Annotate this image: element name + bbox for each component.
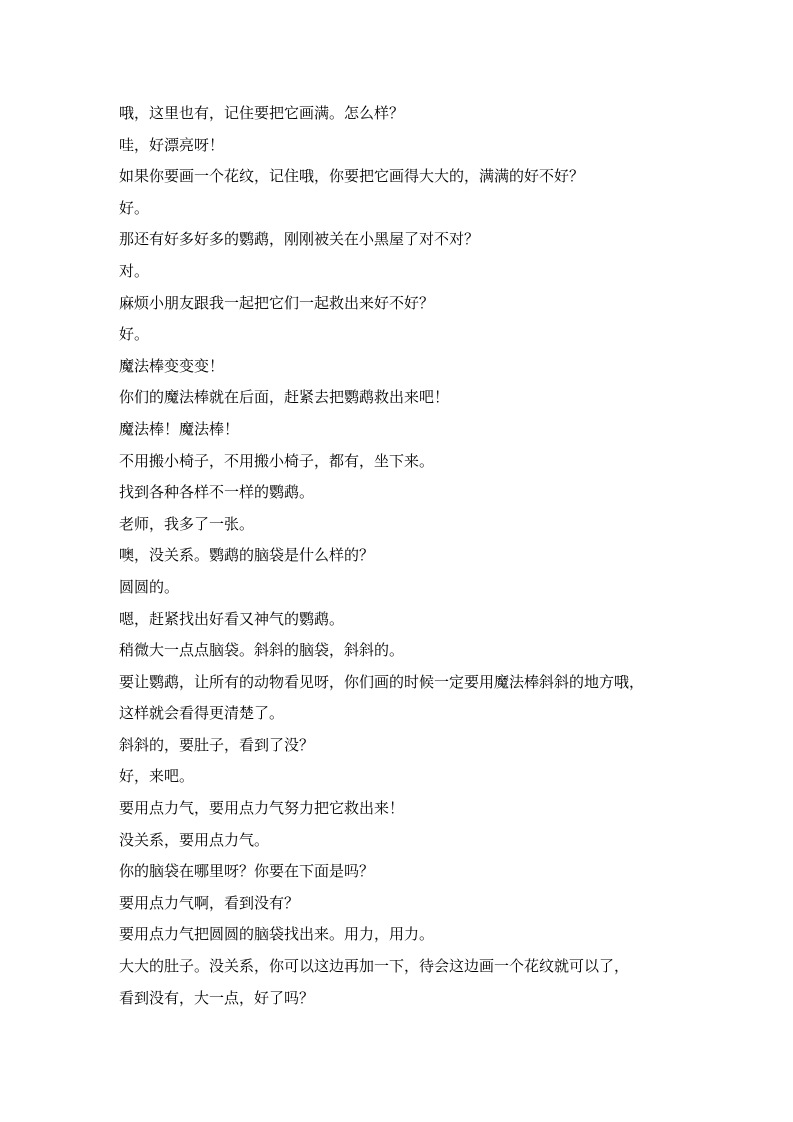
transcript-line: 对。 (119, 261, 150, 280)
transcript-line: 看到没有，大一点，好了吗？ (119, 988, 315, 1007)
transcript-line: 魔法棒！魔法棒！ (119, 419, 240, 438)
transcript-line: 哦，这里也有，记住要把它画满。怎么样？ (119, 104, 405, 122)
transcript-line: 好。 (119, 325, 150, 344)
transcript-line: 好，来吧。 (119, 767, 195, 786)
transcript-line: 找到各种各样不一样的鹦鹉。 (119, 483, 315, 502)
transcript-line: 不用搬小椅子，不用搬小椅子，都有，坐下来。 (119, 451, 435, 470)
transcript-line: 你们的魔法棒就在后面，赶紧去把鹦鹉救出来吧！ (119, 388, 450, 407)
transcript-line: 如果你要画一个花纹，记住哦，你要把它画得大大的，满满的好不好？ (119, 167, 585, 186)
transcript-line: 老师，我多了一张。 (119, 514, 255, 533)
transcript-line: 哇，好漂亮呀！ (119, 135, 225, 154)
transcript-line: 大大的肚子。没关系，你可以这边再加一下，待会这边画一个花纹就可以了， (119, 957, 630, 976)
transcript-line: 斜斜的，要肚子，看到了没？ (119, 735, 315, 754)
transcript-line: 要让鹦鹉，让所有的动物看见呀，你们画的时候一定要用魔法棒斜斜的地方哦， (119, 672, 645, 691)
transcript-line: 这样就会看得更清楚了。 (119, 704, 285, 723)
transcript-line: 嗯，赶紧找出好看又神气的鹦鹉。 (119, 609, 345, 628)
transcript-line: 稍微大一点点脑袋。斜斜的脑袋，斜斜的。 (119, 641, 405, 660)
transcript-lines (119, 98, 679, 1014)
transcript-line: 那还有好多好多的鹦鹉，刚刚被关在小黑屋了对不对？ (119, 230, 480, 249)
transcript-line: 要用点力气啊，看到没有？ (119, 893, 300, 912)
transcript-line: 麻烦小朋友跟我一起把它们一起救出来好不好？ (119, 293, 435, 312)
transcript-line: 没关系，要用点力气。 (119, 830, 270, 849)
transcript-line: 好。 (119, 198, 150, 217)
transcript-line: 圆圆的。 (119, 577, 180, 596)
transcript-line: 魔法棒变变变！ (119, 356, 225, 375)
transcript-line: 要用点力气，要用点力气努力把它救出来！ (119, 799, 405, 818)
transcript-line: 噢，没关系。鹦鹉的脑袋是什么样的？ (119, 546, 375, 565)
transcript-line: 你的脑袋在哪里呀？你要在下面是吗？ (119, 862, 375, 881)
transcript-line: 要用点力气把圆圆的脑袋找出来。用力，用力。 (119, 925, 435, 944)
